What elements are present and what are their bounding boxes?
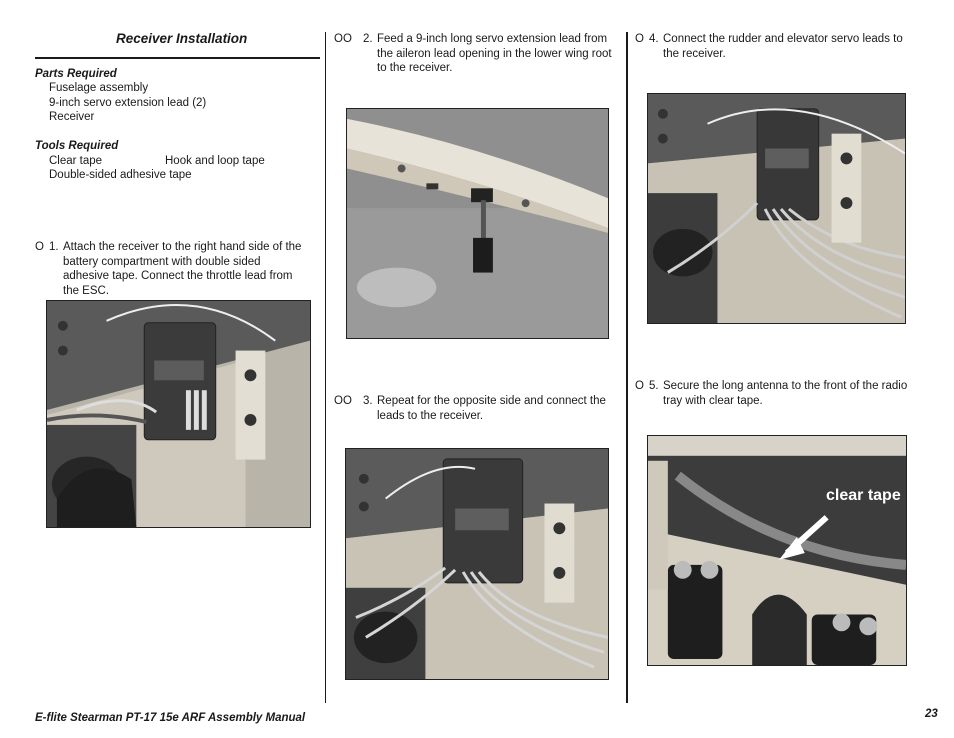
tools-item: Clear tape bbox=[49, 155, 103, 167]
parts-required-heading: Parts Required bbox=[35, 68, 117, 80]
step-checkbox: O bbox=[35, 241, 44, 253]
step-checkbox: O bbox=[635, 380, 644, 392]
footer-manual-title: E-flite Stearman PT-17 15e ARF Assembly Manual bbox=[35, 712, 306, 724]
photo-aileron-lead-opening bbox=[346, 108, 609, 339]
step-text: Repeat for the opposite side and connect the leads to the receiver. bbox=[377, 395, 606, 422]
step-5 bbox=[635, 379, 909, 408]
step-1 bbox=[35, 240, 309, 298]
photo-rudder-elevator-leads bbox=[647, 93, 906, 324]
step-checkbox: O bbox=[635, 33, 644, 45]
step-4 bbox=[635, 32, 909, 61]
tools-required-heading: Tools Required bbox=[35, 140, 119, 152]
page-number: 23 bbox=[925, 708, 938, 720]
step-3 bbox=[334, 394, 616, 423]
section-title-rule bbox=[35, 57, 320, 59]
section-title: Receiver Installation bbox=[116, 31, 248, 46]
photo-receiver-mounted bbox=[46, 300, 311, 528]
step-text: Secure the long antenna to the front of the radio tray with clear tape. bbox=[663, 380, 908, 407]
step-checkbox: OO bbox=[334, 33, 352, 45]
column-divider bbox=[325, 32, 326, 703]
step-number: 1. bbox=[49, 241, 59, 253]
clear-tape-callout: clear tape bbox=[826, 487, 901, 504]
tools-item: Hook and loop tape bbox=[165, 155, 265, 167]
step-number: 4. bbox=[649, 33, 659, 45]
step-text: Connect the rudder and elevator servo leads to the receiver. bbox=[663, 33, 903, 60]
step-text: Feed a 9-inch long servo extension lead from the aileron lead opening in the lower wing root to the receiver. bbox=[377, 33, 612, 74]
step-2 bbox=[334, 32, 616, 76]
photo-antenna-clear-tape bbox=[647, 435, 907, 666]
step-number: 2. bbox=[363, 33, 373, 45]
parts-item: Fuselage assembly bbox=[49, 82, 149, 94]
parts-item: Receiver bbox=[49, 111, 95, 123]
step-number: 3. bbox=[363, 395, 373, 407]
column-divider bbox=[626, 32, 628, 703]
step-text: Attach the receiver to the right hand side of the battery compartment with double sided adhesive tape. Connect the throttle lead from the ESC. bbox=[63, 241, 302, 297]
parts-item: 9-inch servo extension lead (2) bbox=[49, 97, 207, 109]
photo-receiver-leads-connected bbox=[345, 448, 609, 680]
tools-item: Double-sided adhesive tape bbox=[49, 169, 192, 181]
step-checkbox: OO bbox=[334, 395, 352, 407]
step-number: 5. bbox=[649, 380, 659, 392]
